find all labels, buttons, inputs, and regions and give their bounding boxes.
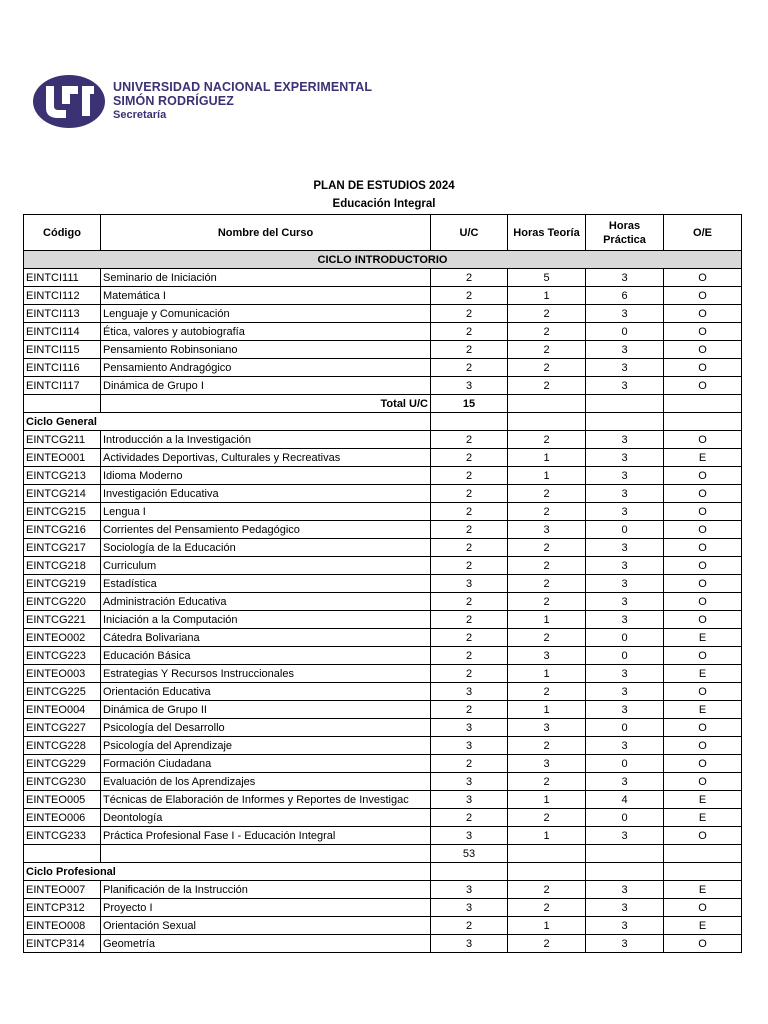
course-hours-theory: 2 <box>508 305 586 323</box>
course-uc: 2 <box>431 287 508 305</box>
course-hours-theory: 2 <box>508 935 586 953</box>
course-hours-theory: 3 <box>508 755 586 773</box>
course-type: O <box>664 557 742 575</box>
course-name: Curriculum <box>101 557 431 575</box>
course-hours-theory: 2 <box>508 377 586 395</box>
course-type: O <box>664 575 742 593</box>
course-uc: 2 <box>431 503 508 521</box>
course-hours-practice: 3 <box>586 305 664 323</box>
course-type: E <box>664 917 742 935</box>
course-hours-theory: 2 <box>508 557 586 575</box>
course-hours-practice: 0 <box>586 629 664 647</box>
course-type: O <box>664 377 742 395</box>
course-code: EINTEO001 <box>24 449 101 467</box>
course-type: O <box>664 899 742 917</box>
course-hours-practice: 4 <box>586 791 664 809</box>
table-row <box>24 611 742 629</box>
table-row <box>24 305 742 323</box>
course-hours-theory: 2 <box>508 341 586 359</box>
course-hours-theory: 1 <box>508 611 586 629</box>
course-uc: 2 <box>431 485 508 503</box>
course-hours-practice: 6 <box>586 287 664 305</box>
course-hours-theory: 2 <box>508 323 586 341</box>
course-type: O <box>664 539 742 557</box>
course-uc: 3 <box>431 377 508 395</box>
course-uc: 2 <box>431 431 508 449</box>
course-name: Ética, valores y autobiografía <box>101 323 431 341</box>
course-uc: 2 <box>431 809 508 827</box>
col-oe: O/E <box>664 215 742 251</box>
course-name: Psicología del Desarrollo <box>101 719 431 737</box>
course-code: EINTCI113 <box>24 305 101 323</box>
course-hours-theory: 2 <box>508 809 586 827</box>
course-name: Iniciación a la Computación <box>101 611 431 629</box>
course-hours-theory: 2 <box>508 881 586 899</box>
course-hours-practice: 0 <box>586 719 664 737</box>
course-uc: 2 <box>431 629 508 647</box>
course-hours-theory: 2 <box>508 503 586 521</box>
col-practica-label: Horas Práctica <box>603 219 646 246</box>
course-name: Idioma Moderno <box>101 467 431 485</box>
course-type: E <box>664 791 742 809</box>
course-hours-practice: 3 <box>586 683 664 701</box>
course-code: EINTCG225 <box>24 683 101 701</box>
course-code: EINTCG219 <box>24 575 101 593</box>
total-empty <box>664 845 742 863</box>
course-name: Investigación Educativa <box>101 485 431 503</box>
table-row <box>24 503 742 521</box>
course-hours-theory: 2 <box>508 683 586 701</box>
university-logo <box>32 74 106 129</box>
section-empty <box>508 413 586 431</box>
course-type: O <box>664 287 742 305</box>
course-code: EINTCG216 <box>24 521 101 539</box>
section-introductorio <box>24 251 742 269</box>
course-name: Administración Educativa <box>101 593 431 611</box>
course-hours-theory: 1 <box>508 701 586 719</box>
course-hours-practice: 0 <box>586 809 664 827</box>
table-row <box>24 377 742 395</box>
course-type: O <box>664 269 742 287</box>
course-hours-theory: 3 <box>508 521 586 539</box>
course-hours-practice: 3 <box>586 449 664 467</box>
course-type: O <box>664 305 742 323</box>
course-type: O <box>664 467 742 485</box>
course-hours-theory: 1 <box>508 449 586 467</box>
course-type: O <box>664 521 742 539</box>
course-hours-practice: 0 <box>586 323 664 341</box>
course-hours-practice: 3 <box>586 485 664 503</box>
course-name: Psicología del Aprendizaje <box>101 737 431 755</box>
course-type: O <box>664 323 742 341</box>
course-name: Corrientes del Pensamiento Pedagógico <box>101 521 431 539</box>
institution-name <box>113 80 372 122</box>
course-uc: 2 <box>431 611 508 629</box>
course-name: Geometría <box>101 935 431 953</box>
course-name: Estadística <box>101 575 431 593</box>
course-type: E <box>664 809 742 827</box>
total-label <box>101 845 431 863</box>
course-uc: 3 <box>431 773 508 791</box>
course-hours-practice: 3 <box>586 935 664 953</box>
course-name: Orientación Sexual <box>101 917 431 935</box>
course-code: EINTCI111 <box>24 269 101 287</box>
section-empty <box>586 863 664 881</box>
course-uc: 2 <box>431 341 508 359</box>
table-row <box>24 629 742 647</box>
col-codigo: Código <box>24 215 101 251</box>
course-code: EINTCG215 <box>24 503 101 521</box>
total-row <box>24 845 742 863</box>
course-uc: 3 <box>431 575 508 593</box>
table-row <box>24 791 742 809</box>
course-uc: 2 <box>431 539 508 557</box>
total-empty <box>664 395 742 413</box>
section-empty <box>508 863 586 881</box>
table-row <box>24 701 742 719</box>
course-code: EINTCG213 <box>24 467 101 485</box>
course-hours-theory: 1 <box>508 665 586 683</box>
course-name: Educación Básica <box>101 647 431 665</box>
course-uc: 2 <box>431 269 508 287</box>
course-type: O <box>664 935 742 953</box>
course-hours-theory: 3 <box>508 719 586 737</box>
course-type: O <box>664 755 742 773</box>
table-row <box>24 485 742 503</box>
course-type: O <box>664 593 742 611</box>
total-empty <box>508 845 586 863</box>
course-name: Estrategias Y Recursos Instruccionales <box>101 665 431 683</box>
section-label: Ciclo Profesional <box>24 863 431 881</box>
course-uc: 2 <box>431 323 508 341</box>
plan-subtitle: Educación Integral <box>332 198 436 210</box>
course-uc: 3 <box>431 683 508 701</box>
course-uc: 2 <box>431 467 508 485</box>
course-uc: 3 <box>431 737 508 755</box>
course-code: EINTEO005 <box>24 791 101 809</box>
course-code: EINTCG228 <box>24 737 101 755</box>
course-type: O <box>664 485 742 503</box>
table-row <box>24 359 742 377</box>
course-hours-theory: 1 <box>508 917 586 935</box>
col-nombre: Nombre del Curso <box>101 215 431 251</box>
course-name: Formación Ciudadana <box>101 755 431 773</box>
table-row <box>24 341 742 359</box>
course-uc: 2 <box>431 701 508 719</box>
course-hours-practice: 3 <box>586 431 664 449</box>
course-code: EINTCG223 <box>24 647 101 665</box>
course-hours-practice: 3 <box>586 269 664 287</box>
course-name: Dinámica de Grupo I <box>101 377 431 395</box>
course-hours-theory: 1 <box>508 467 586 485</box>
course-hours-theory: 2 <box>508 773 586 791</box>
course-type: O <box>664 647 742 665</box>
course-code: EINTEO003 <box>24 665 101 683</box>
course-type: O <box>664 431 742 449</box>
course-type: E <box>664 449 742 467</box>
course-hours-practice: 3 <box>586 737 664 755</box>
col-uc: U/C <box>431 215 508 251</box>
course-hours-practice: 3 <box>586 917 664 935</box>
course-hours-practice: 3 <box>586 611 664 629</box>
table-row <box>24 647 742 665</box>
course-name: Técnicas de Elaboración de Informes y Reportes de Investigac <box>101 791 431 809</box>
section-empty <box>664 863 742 881</box>
course-hours-practice: 3 <box>586 665 664 683</box>
table-row <box>24 881 742 899</box>
total-row <box>24 395 742 413</box>
course-type: O <box>664 827 742 845</box>
course-uc: 3 <box>431 827 508 845</box>
course-code: EINTEO006 <box>24 809 101 827</box>
course-code: EINTCG214 <box>24 485 101 503</box>
course-type: E <box>664 629 742 647</box>
course-name: Proyecto I <box>101 899 431 917</box>
course-name: Actividades Deportivas, Culturales y Recreativas <box>101 449 431 467</box>
total-empty <box>586 395 664 413</box>
col-practica <box>586 215 664 251</box>
course-name: Pensamiento Andragógico <box>101 359 431 377</box>
course-hours-practice: 3 <box>586 557 664 575</box>
course-uc: 2 <box>431 755 508 773</box>
course-name: Deontología <box>101 809 431 827</box>
section-label: Ciclo General <box>24 413 431 431</box>
course-uc: 2 <box>431 665 508 683</box>
course-code: EINTCG230 <box>24 773 101 791</box>
course-uc: 3 <box>431 899 508 917</box>
table-row <box>24 557 742 575</box>
course-type: E <box>664 881 742 899</box>
course-code: EINTCI117 <box>24 377 101 395</box>
table-row <box>24 773 742 791</box>
course-code: EINTCI115 <box>24 341 101 359</box>
course-code: EINTCP312 <box>24 899 101 917</box>
course-hours-theory: 3 <box>508 647 586 665</box>
course-code: EINTEO004 <box>24 701 101 719</box>
table-row <box>24 719 742 737</box>
course-code: EINTEO007 <box>24 881 101 899</box>
course-uc: 2 <box>431 521 508 539</box>
course-name: Lenguaje y Comunicación <box>101 305 431 323</box>
section-empty <box>431 863 508 881</box>
course-hours-practice: 3 <box>586 467 664 485</box>
course-code: EINTCP314 <box>24 935 101 953</box>
section-general <box>24 413 742 431</box>
course-hours-practice: 3 <box>586 503 664 521</box>
course-name: Dinámica de Grupo II <box>101 701 431 719</box>
course-hours-theory: 2 <box>508 629 586 647</box>
course-type: E <box>664 665 742 683</box>
institution-line2: SIMÓN RODRÍGUEZ <box>113 94 234 108</box>
course-name: Seminario de Iniciación <box>101 269 431 287</box>
course-uc: 2 <box>431 305 508 323</box>
table-row <box>24 809 742 827</box>
course-hours-theory: 2 <box>508 359 586 377</box>
course-code: EINTCG217 <box>24 539 101 557</box>
table-row <box>24 287 742 305</box>
course-hours-practice: 3 <box>586 377 664 395</box>
course-name: Evaluación de los Aprendizajes <box>101 773 431 791</box>
course-hours-theory: 2 <box>508 485 586 503</box>
course-uc: 3 <box>431 881 508 899</box>
course-uc: 2 <box>431 557 508 575</box>
course-type: E <box>664 701 742 719</box>
table-row <box>24 899 742 917</box>
table-row <box>24 737 742 755</box>
course-type: O <box>664 611 742 629</box>
course-type: O <box>664 683 742 701</box>
course-uc: 3 <box>431 791 508 809</box>
course-hours-practice: 3 <box>586 575 664 593</box>
course-hours-theory: 2 <box>508 539 586 557</box>
course-hours-theory: 2 <box>508 593 586 611</box>
table-row <box>24 593 742 611</box>
section-label: CICLO INTRODUCTORIO <box>24 251 742 269</box>
course-name: Matemática I <box>101 287 431 305</box>
course-uc: 3 <box>431 719 508 737</box>
total-spacer <box>24 395 101 413</box>
course-code: EINTCG229 <box>24 755 101 773</box>
course-hours-theory: 2 <box>508 575 586 593</box>
table-row <box>24 449 742 467</box>
total-spacer <box>24 845 101 863</box>
table-row <box>24 467 742 485</box>
table-row <box>24 431 742 449</box>
curriculum-table <box>23 214 742 953</box>
course-uc: 2 <box>431 359 508 377</box>
course-hours-theory: 1 <box>508 791 586 809</box>
course-name: Introducción a la Investigación <box>101 431 431 449</box>
course-hours-theory: 2 <box>508 737 586 755</box>
table-row <box>24 917 742 935</box>
course-hours-theory: 5 <box>508 269 586 287</box>
course-code: EINTCG227 <box>24 719 101 737</box>
course-hours-theory: 2 <box>508 899 586 917</box>
course-hours-theory: 1 <box>508 287 586 305</box>
course-type: O <box>664 737 742 755</box>
course-uc: 2 <box>431 593 508 611</box>
section-empty <box>431 413 508 431</box>
total-uc: 53 <box>431 845 508 863</box>
course-hours-theory: 2 <box>508 431 586 449</box>
course-hours-practice: 3 <box>586 593 664 611</box>
table-row <box>24 575 742 593</box>
course-hours-practice: 3 <box>586 539 664 557</box>
col-teoria: Horas Teoría <box>508 215 586 251</box>
course-code: EINTCG233 <box>24 827 101 845</box>
course-hours-practice: 0 <box>586 521 664 539</box>
table-row <box>24 539 742 557</box>
section-profesional <box>24 863 742 881</box>
course-uc: 2 <box>431 917 508 935</box>
course-type: O <box>664 341 742 359</box>
course-code: EINTCI116 <box>24 359 101 377</box>
section-empty <box>586 413 664 431</box>
course-name: Planificación de la Instrucción <box>101 881 431 899</box>
institution-line1: UNIVERSIDAD NACIONAL EXPERIMENTAL <box>113 80 373 94</box>
course-code: EINTCI112 <box>24 287 101 305</box>
table-row <box>24 323 742 341</box>
course-name: Sociología de la Educación <box>101 539 431 557</box>
total-empty <box>586 845 664 863</box>
course-hours-theory: 1 <box>508 827 586 845</box>
course-name: Lengua I <box>101 503 431 521</box>
table-row <box>24 521 742 539</box>
table-row <box>24 935 742 953</box>
plan-title: PLAN DE ESTUDIOS 2024 <box>313 180 455 192</box>
course-type: O <box>664 359 742 377</box>
course-hours-practice: 0 <box>586 755 664 773</box>
course-hours-practice: 3 <box>586 827 664 845</box>
course-code: EINTCI114 <box>24 323 101 341</box>
total-label: Total U/C <box>101 395 431 413</box>
table-row <box>24 755 742 773</box>
course-code: EINTCG220 <box>24 593 101 611</box>
course-name: Cátedra Bolivariana <box>101 629 431 647</box>
course-hours-practice: 3 <box>586 359 664 377</box>
course-type: O <box>664 503 742 521</box>
course-code: EINTEO002 <box>24 629 101 647</box>
course-uc: 2 <box>431 449 508 467</box>
table-row <box>24 683 742 701</box>
course-type: O <box>664 719 742 737</box>
total-uc: 15 <box>431 395 508 413</box>
header-row <box>24 215 742 251</box>
course-code: EINTEO008 <box>24 917 101 935</box>
course-code: EINTCG221 <box>24 611 101 629</box>
course-uc: 3 <box>431 935 508 953</box>
table-body <box>24 251 742 953</box>
table-row <box>24 827 742 845</box>
course-code: EINTCG211 <box>24 431 101 449</box>
table-row <box>24 665 742 683</box>
course-name: Orientación Educativa <box>101 683 431 701</box>
course-type: O <box>664 773 742 791</box>
section-empty <box>664 413 742 431</box>
course-hours-practice: 3 <box>586 341 664 359</box>
course-hours-practice: 3 <box>586 773 664 791</box>
course-name: Práctica Profesional Fase I - Educación Integral <box>101 827 431 845</box>
course-name: Pensamiento Robinsoniano <box>101 341 431 359</box>
course-hours-practice: 3 <box>586 899 664 917</box>
course-hours-practice: 0 <box>586 647 664 665</box>
institution-line3: Secretaría <box>113 109 167 121</box>
course-uc: 2 <box>431 647 508 665</box>
total-empty <box>508 395 586 413</box>
course-hours-practice: 3 <box>586 701 664 719</box>
table-row <box>24 269 742 287</box>
course-code: EINTCG218 <box>24 557 101 575</box>
course-hours-practice: 3 <box>586 881 664 899</box>
